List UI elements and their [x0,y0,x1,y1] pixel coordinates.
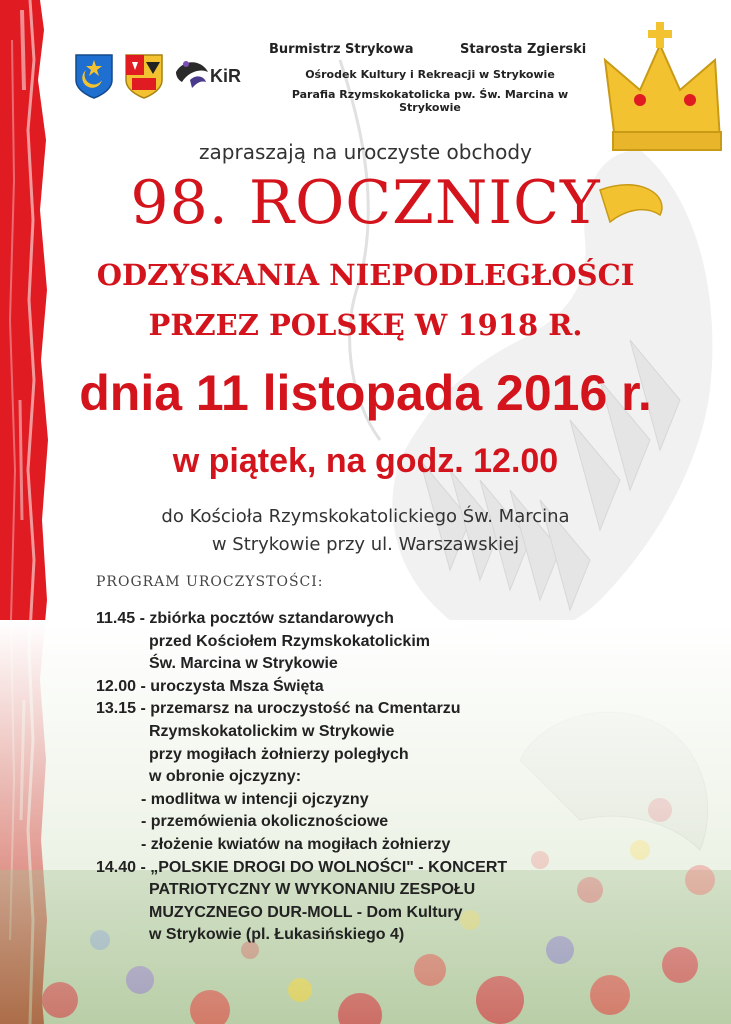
program-line: 12.00 - uroczysta Msza Święta [96,677,324,695]
organizer-starosta: Starosta Zgierski [460,42,587,57]
program-line: 14.40 - „POLSKIE DROGI DO WOLNOŚCI" - KONCERT [96,858,508,876]
program-line: PATRIOTYCZNY W WYKONANIU ZESPOŁU [149,881,476,899]
program-line: Św. Marcina w Strykowie [149,655,338,673]
program-line: - przemówienia okolicznościowe [141,813,389,831]
strykow-coat-of-arms-icon [76,55,112,98]
title-independence: ODZYSKANIA NIEPODLEGŁOŚCI [96,258,635,292]
crown-icon [605,22,721,150]
event-place-line2: w Strykowie przy ul. Warszawskiej [211,534,520,555]
event-place-line1: do Kościoła Rzymskokatolickiego Św. Marcina [161,506,570,527]
title-anniversary: 98. ROCZNICY [130,168,601,238]
invitation-line: zapraszają na uroczyste obchody [199,140,532,164]
organizer-parish: Parafia Rzymskokatolicka pw. Św. Marcina w Strykowie [291,88,569,114]
event-time: w piątek, na godz. 12.00 [172,442,559,480]
program-list [96,608,616,947]
program-line: Rzymskokatolickim w Strykowie [149,722,395,740]
okir-logo-icon [176,61,208,88]
event-date: dnia 11 listopada 2016 r. [79,365,652,421]
organizer-mayor: Burmistrz Strykowa [269,42,414,57]
zgierz-county-coat-of-arms-icon [126,55,162,98]
program-line: przy mogiłach żołnierzy poległych [149,745,409,763]
program-heading: PROGRAM UROCZYSTOŚCI: [96,574,324,590]
program-line: przed Kościołem Rzymskokatolickim [149,632,430,650]
program-line: 11.45 - zbiórka pocztów sztandarowych [96,610,394,627]
program-line: w obronie ojczyzny: [149,768,302,786]
okir-logo-text: KiR [210,66,241,86]
title-poland-1918: PRZEZ POLSKĘ W 1918 R. [148,308,583,342]
program-line: - modlitwa w intencji ojczyzny [141,790,369,808]
logos-row [72,50,262,100]
program-line: - złożenie kwiatów na mogiłach żołnierzy [141,835,451,853]
program-line: MUZYCZNEGO DUR-MOLL - Dom Kultury [149,903,463,921]
program-line: 13.15 - przemarsz na uroczystość na Cmentarzu [96,700,461,718]
organizer-culture-center: Ośrodek Kultury i Rekreacji w Strykowie [305,68,555,81]
program-line: w Strykowie (pl. Łukasińskiego 4) [149,926,405,944]
